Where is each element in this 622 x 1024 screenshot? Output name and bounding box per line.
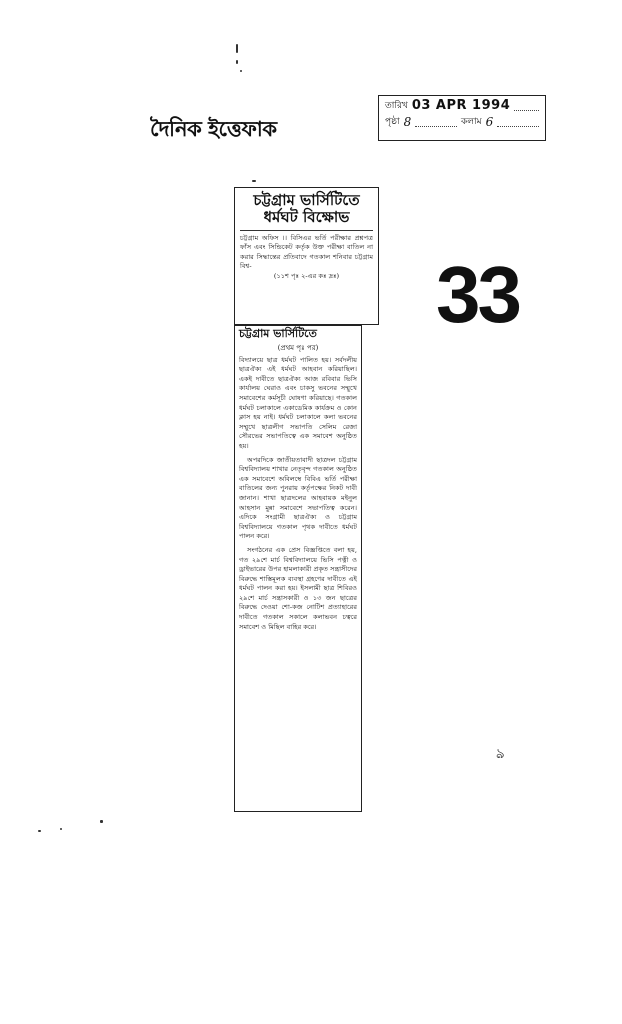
stamp-dotted-line (497, 118, 539, 127)
stamp-dotted-line (415, 118, 457, 127)
scan-speck (100, 820, 103, 823)
scan-speck (240, 70, 242, 72)
scan-speck (236, 60, 238, 64)
stamp-column-label: কলাম (460, 117, 482, 127)
stamp-column-value: 6 (485, 115, 494, 129)
stamp-page-label: পৃষ্ঠা (385, 117, 400, 127)
scan-speck (252, 180, 256, 182)
continuation-subhead: (প্রথম পৃঃ পর) (277, 343, 319, 352)
continuation-paragraph: বিদ্যালয়ে ছাত্র ধর্মঘট পালিত হয়। সর্বদলীয় ছাত্রঐক্য এই ধর্মঘট আহবান করিয়াছিল। একই দাবীতে ছাত্রঐক্য আজ রবিবার ভিসি কার্যালয় ঘেরাও এবং চাকসু ভবনের সম্মুখে সমাবেশের কর্মসূচী ঘোষণা করিয়াছে। গতকাল ধর্মঘট চলাকালে একাডেমিক কার্যক্রম ও কোন ক্লাস হয় নাই। ধর্মঘট চলাকালে কলা ভবনের সম্মুখে ছাত্রলীগ সভাপতি সেলিম রেজা সৌরভের সভাপতিত্বে এক সমাবেশ অনুষ্ঠিত হয়। (239, 355, 357, 450)
stamp-date-row (385, 98, 539, 114)
continuation-headline: চট্টগ্রাম ভার্সিটিতে (239, 327, 317, 340)
scan-speck (38, 830, 41, 832)
article-clipping (234, 187, 379, 325)
pen-mark: ঌ (496, 746, 505, 762)
article-jump-reference: (১১শ পৃঃ ২-এর কঃ দ্রঃ) (273, 271, 340, 280)
continuation-paragraph: অপরদিকে জাতীয়তাবাদী ছাত্রদল চট্টগ্রাম বিশ্ববিদ্যালয় শাখার নেতৃবৃন্দ গতকাল অনুষ্ঠিত এক সমাবেশে অবিলম্বে বিবিএ ভর্তি পরীক্ষা বাতিলের জন্য পুনরায় কর্তৃপক্ষের নিকট দাবী জানান। শাখা ছাত্রদলের আহবায়ক মইনুল আহসান মুন্না সমাবেশে সভাপতিত্ব করেন। এদিকে সংগ্রামী ছাত্রঐক্য ও চট্টগ্রাম বিশ্ববিদ্যালয়ে গতকাল পৃথক দাবীতে ধর্মঘট পালন করে। (239, 455, 357, 541)
archive-stamp (378, 95, 546, 141)
article-headline: চট্টগ্রাম ভার্সিটিতে ধর্মঘট বিক্ষোভ (240, 192, 373, 231)
scan-speck (60, 828, 62, 830)
continuation-paragraph: সংগঠনের এক প্রেস বিজ্ঞপ্তিতে বলা হয়, গত ২৯শে মার্চ বিশ্ববিদ্যালয়ে ভিসি পত্নী ও ড্রাইভারের উপর হামলাকারী প্রকৃত সন্ত্রাসীদের বিরুদ্ধে শাস্তিমূলক ব্যবস্থা গ্রহণের দাবীতে এই ধর্মঘট পালন করা হয়। ইসলামী ছাত্র শিবিরও ২৯শে মার্চ সন্ত্রাসকারী ও ১৩ জন ছাত্রের বিরুদ্ধে দেওয়া শো-কজ নোটিশ প্রত্যাহারের দাবীতে গতকাল সকালে কলাভবন চত্বরে সমাবেশ ও মিছিল বাহির করে। (239, 545, 357, 631)
scan-speck (236, 44, 238, 53)
stamp-page-row (385, 114, 539, 130)
stamp-dotted-line (514, 102, 539, 111)
stamp-date-label: তারিখ (385, 101, 408, 111)
archive-number: 33 (436, 250, 519, 339)
stamp-date-value: 03 APR 1994 (411, 98, 511, 113)
newspaper-name: দৈনিক ইত্তেফাক (150, 116, 277, 141)
continuation-clipping (234, 325, 362, 812)
stamp-page-value: 8 (403, 115, 412, 129)
article-lead: চট্টগ্রাম অফিস ।। বিসিএর ভর্তি পরীক্ষার প্রশ্নপত্র ফাঁস এবং সিন্ডিকেট কর্তৃক উক্ত পরীক্ষা বাতিল না করার সিদ্ধান্তের প্রতিবাদে গতকাল শনিবার চট্টগ্রাম বিশ্ব- (240, 233, 373, 271)
